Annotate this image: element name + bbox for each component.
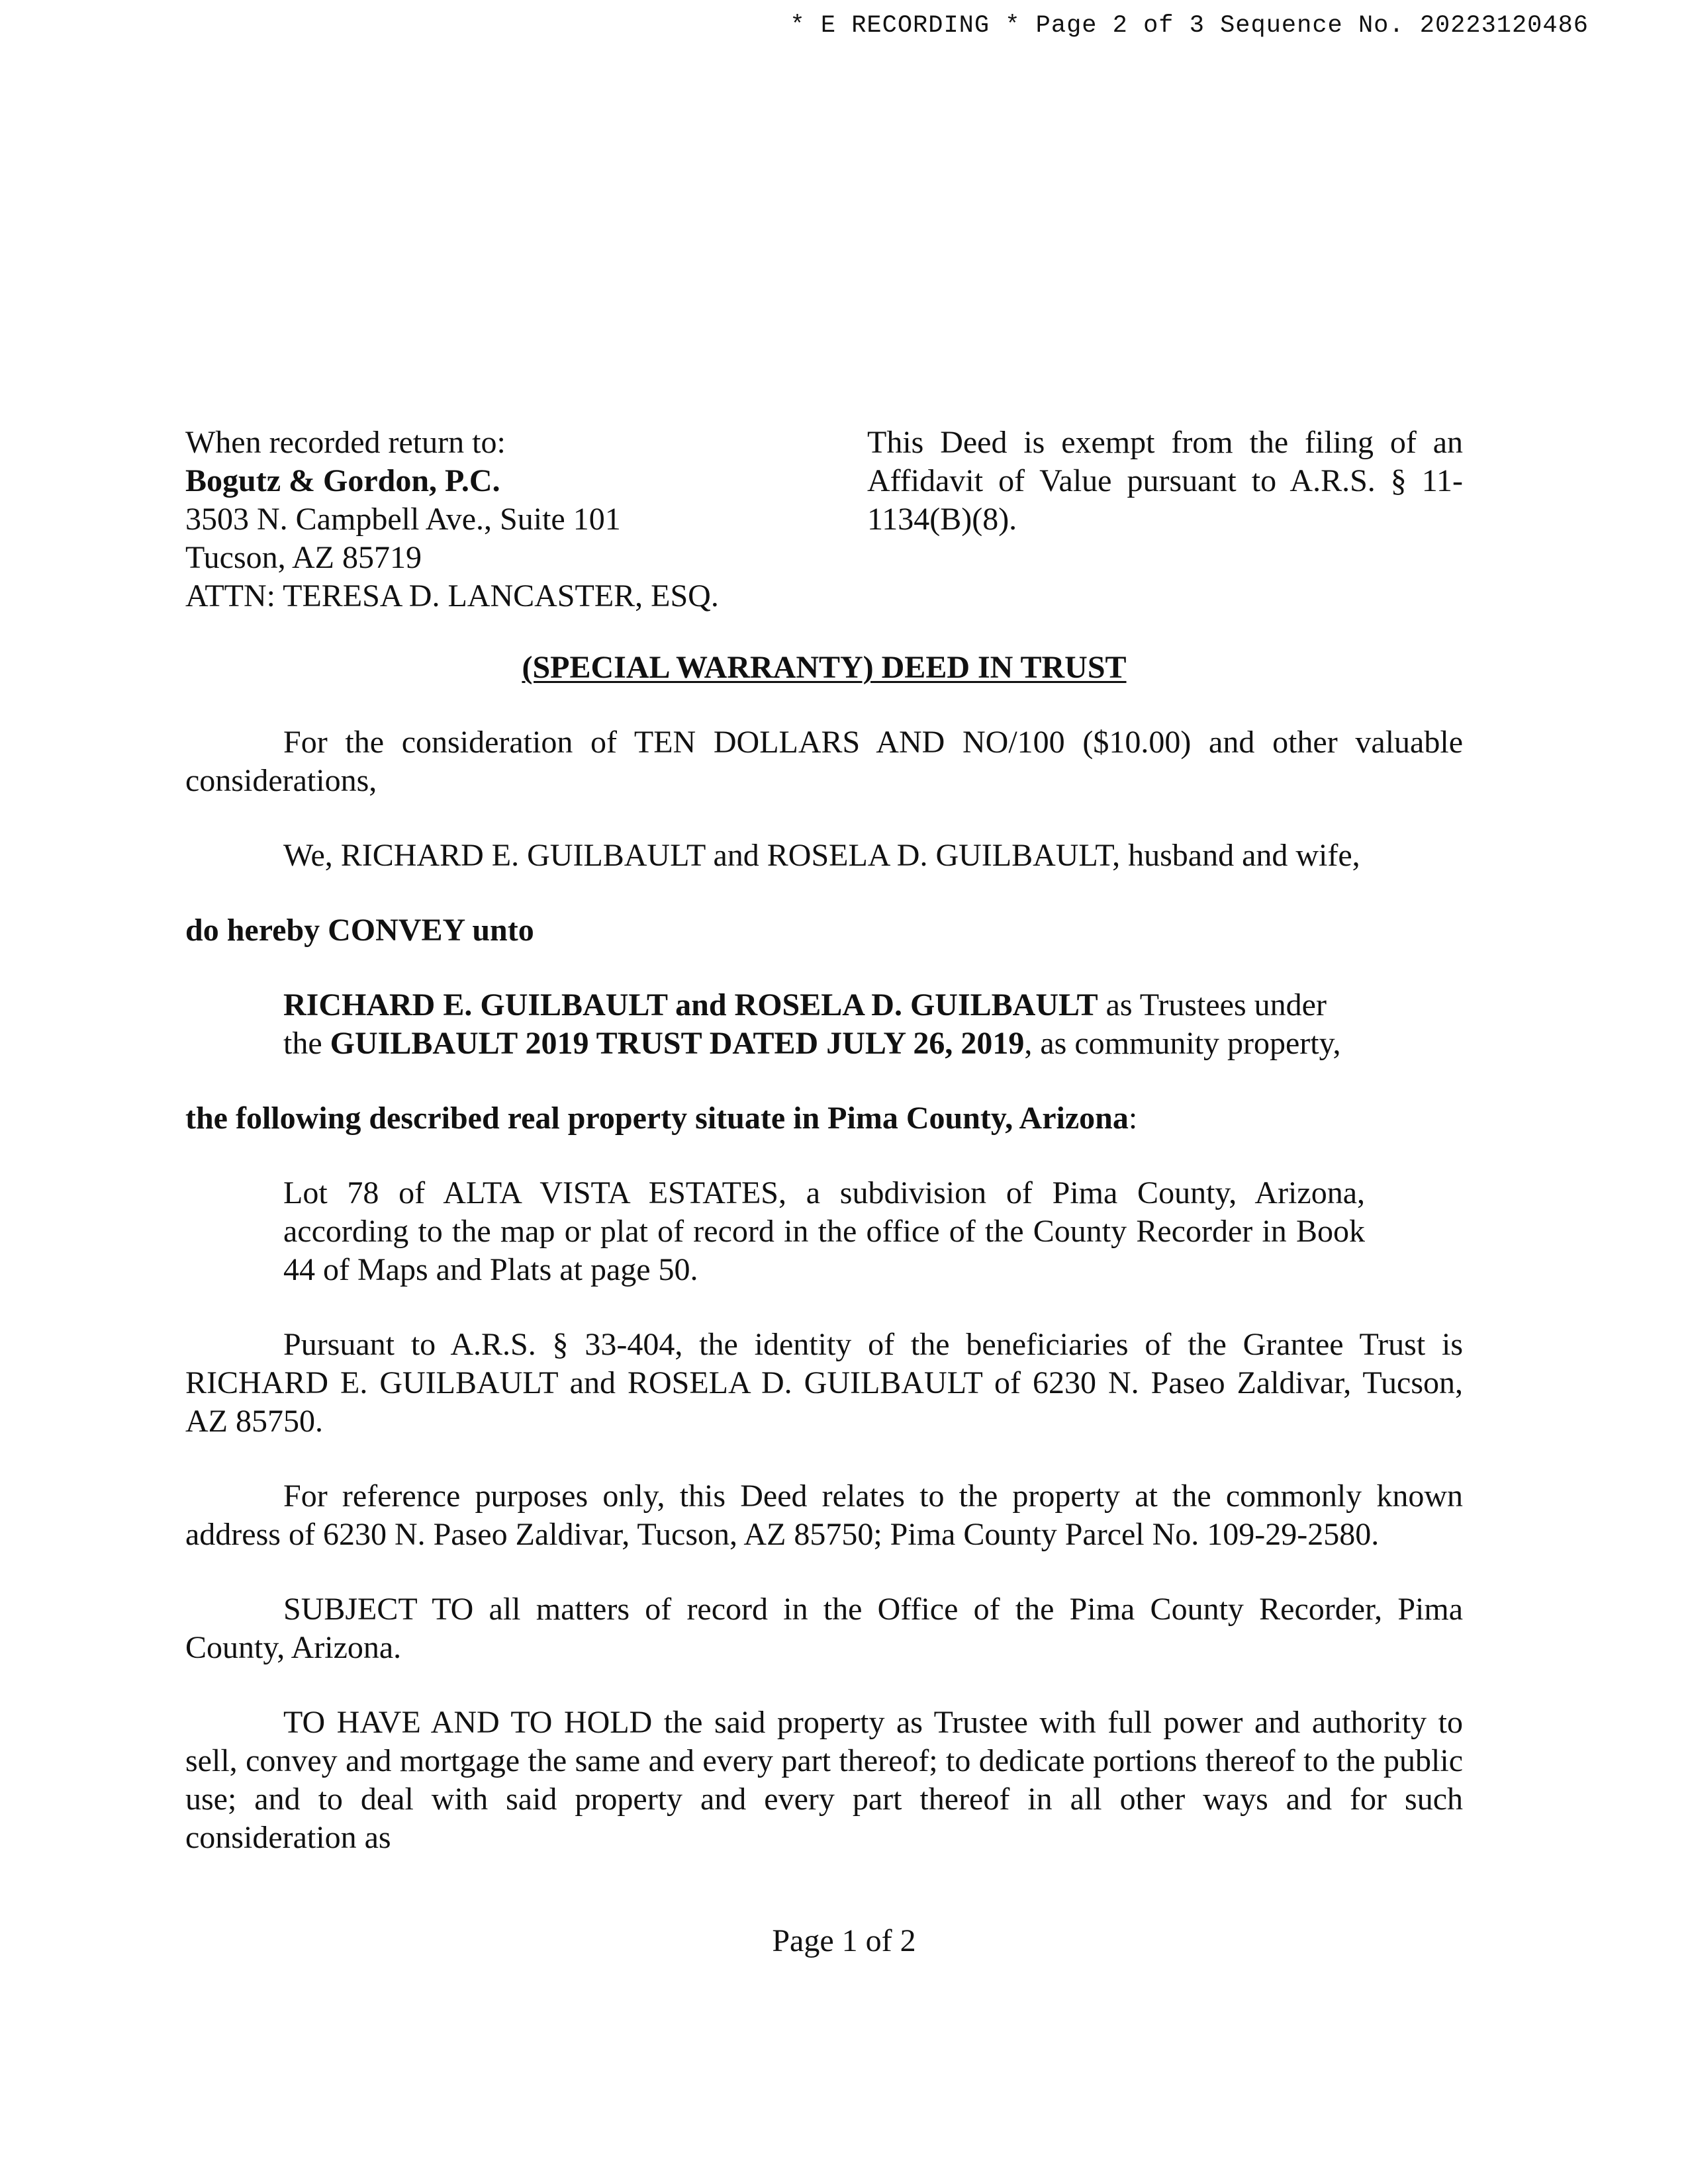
grantee-names: RICHARD E. GUILBAULT and ROSELA D. GUILBAULT <box>283 987 1098 1023</box>
property-heading-colon: : <box>1128 1101 1138 1136</box>
return-to-firm: Bogutz & Gordon, P.C. <box>185 463 500 498</box>
beneficiaries-paragraph: Pursuant to A.R.S. § 33-404, the identity of the beneficiaries of the Grantee Trust is RICHARD E. GUILBAULT and ROSELA D. GUILBAULT of 6230 N. Paseo Zaldivar, Tucson, AZ 85750. <box>185 1327 1463 1439</box>
grantors-paragraph: We, RICHARD E. GUILBAULT and ROSELA D. GUILBAULT, husband and wife, <box>283 838 1360 873</box>
deed-document <box>185 424 1463 1857</box>
return-to-attn: ATTN: TERESA D. LANCASTER, ESQ. <box>185 578 719 614</box>
property-heading <box>185 1099 1463 1138</box>
return-to-block <box>185 424 808 615</box>
grantee-paragraph <box>185 986 1463 1063</box>
document-title: (SPECIAL WARRANTY) DEED IN TRUST <box>522 650 1127 685</box>
convey-clause: do hereby CONVEY unto <box>185 913 534 948</box>
reference-paragraph: For reference purposes only, this Deed relates to the property at the commonly known address of 6230 N. Paseo Zaldivar, Tucson, AZ 85750; Pima County Parcel No. 109-29-2580. <box>185 1479 1463 1552</box>
recording-stamp: * E RECORDING * Page 2 of 3 Sequence No. 20223120486 <box>790 12 1589 40</box>
consideration-paragraph: For the consideration of TEN DOLLARS AND NO/100 ($10.00) and other valuable considerations, <box>185 725 1463 798</box>
exemption-notice: This Deed is exempt from the filing of an Affidavit of Value pursuant to A.R.S. § 11-1134(B)(8). <box>867 425 1463 537</box>
legal-description: Lot 78 of ALTA VISTA ESTATES, a subdivision of Pima County, Arizona, according to the map or plat of record in the office of the County Recorder in Book 44 of Maps and Plats at page 50. <box>283 1175 1365 1287</box>
page-number: Page 1 of 2 <box>772 1923 916 1958</box>
grantee-trust-name: GUILBAULT 2019 TRUST DATED JULY 26, 2019 <box>330 1026 1025 1061</box>
return-to-address-line1: 3503 N. Campbell Ave., Suite 101 <box>185 502 621 537</box>
grantee-as-trustees: as Trustees under the <box>283 987 1327 1061</box>
subject-to-paragraph: SUBJECT TO all matters of record in the Office of the Pima County Recorder, Pima County, Arizona. <box>185 1592 1463 1665</box>
grantee-tail: , as community property, <box>1024 1026 1341 1061</box>
property-heading-text: the following described real property situate in Pima County, Arizona <box>185 1101 1129 1136</box>
return-to-address-line2: Tucson, AZ 85719 <box>185 540 422 575</box>
return-to-label: When recorded return to: <box>185 425 506 460</box>
header-blocks <box>185 424 1463 615</box>
habendum-paragraph: TO HAVE AND TO HOLD the said property as Trustee with full power and authority to sell, convey and mortgage the same and every part thereof; to dedicate portions thereof to the public use; and to deal with said property and every part thereof in all other ways and for such consideration as <box>185 1705 1463 1855</box>
